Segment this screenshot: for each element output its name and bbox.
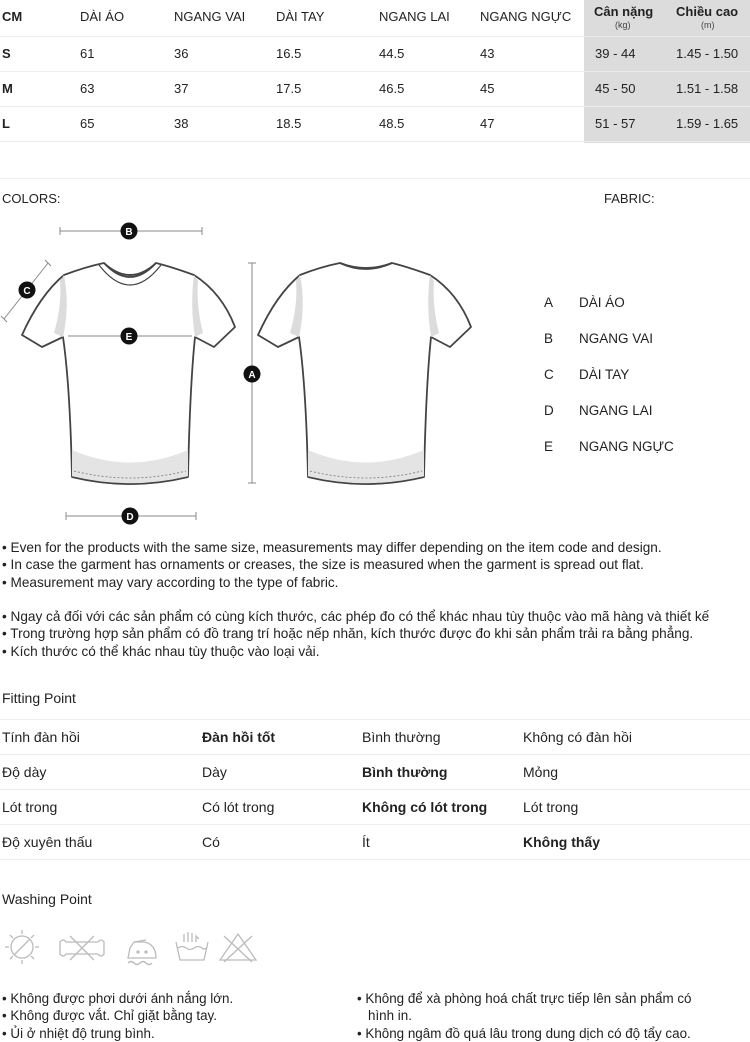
hand-wash-icon <box>176 932 208 960</box>
cell-height: 1.51 - 1.58 <box>676 81 739 96</box>
fitting-option-selected: Đàn hồi tốt <box>202 729 276 745</box>
washing-notes-right <box>357 990 692 1042</box>
fitting-option: Có lót trong <box>202 799 275 815</box>
section-divider <box>0 178 750 179</box>
svg-text:A: A <box>248 370 256 381</box>
legend-label: DÀI TAY <box>579 367 630 382</box>
legend-key: C <box>544 367 554 382</box>
fitting-option-selected: Bình thường <box>362 764 448 780</box>
fitting-label: Độ dày <box>2 764 47 780</box>
size-label: M <box>2 81 13 96</box>
legend-key: B <box>544 331 554 346</box>
fitting-option: Mỏng <box>523 764 559 780</box>
size-table-header <box>0 0 750 37</box>
marker-c <box>19 282 36 299</box>
cell-sleeve: 18.5 <box>276 116 302 131</box>
fitting-option: Ít <box>362 834 370 850</box>
header-weight-unit: (kg) <box>615 20 631 30</box>
legend-key: D <box>544 403 554 418</box>
size-label: L <box>2 116 10 131</box>
no-sun-dry-icon <box>5 930 39 964</box>
header-hem: NGANG LAI <box>379 9 450 24</box>
cell-weight: 51 - 57 <box>595 116 636 131</box>
note-line: • Even for the products with the same size, measurements may differ depending on the item code and design. <box>2 540 662 555</box>
marker-e <box>121 328 138 345</box>
fitting-option-selected: Không có lót trong <box>362 799 488 815</box>
cell-weight: 45 - 50 <box>595 81 636 96</box>
no-bleach-icon <box>220 934 256 962</box>
notes-english <box>2 539 662 591</box>
fitting-label: Tính đàn hồi <box>2 729 80 745</box>
marker-d <box>122 508 139 525</box>
cell-length: 63 <box>80 81 95 96</box>
washing-icons <box>0 928 260 968</box>
washing-note: • Không để xà phòng hoá chất trực tiếp lên sản phẩm có <box>357 991 692 1006</box>
header-height: Chiều cao <box>676 4 739 19</box>
svg-text:E: E <box>125 332 133 343</box>
washing-note: • Ủi ở nhiệt độ trung bình. <box>2 1025 155 1041</box>
fitting-option-selected: Không thấy <box>523 834 600 850</box>
no-wring-icon <box>60 936 104 960</box>
svg-text:C: C <box>23 286 31 297</box>
marker-a <box>244 366 261 383</box>
header-length: DÀI ÁO <box>80 9 125 24</box>
cell-sleeve: 16.5 <box>276 46 302 61</box>
shirt-front <box>22 263 235 484</box>
washing-note: hình in. <box>368 1008 412 1024</box>
header-chest: NGANG NGỰC <box>480 9 572 24</box>
washing-note: • Không được phơi dưới ánh nắng lớn. <box>2 991 234 1006</box>
fitting-point-title: Fitting Point <box>2 690 76 706</box>
fitting-option: Bình thường <box>362 729 441 745</box>
note-line: • Measurement may vary according to the type of fabric. <box>2 574 339 590</box>
cell-shoulder: 38 <box>174 116 189 131</box>
legend-label: NGANG NGỰC <box>579 439 674 454</box>
colors-label: COLORS: <box>2 191 61 206</box>
fitting-option: Lót trong <box>523 799 579 815</box>
header-height-unit: (m) <box>701 20 715 30</box>
legend-key: A <box>544 295 554 310</box>
fitting-row-lining <box>0 789 750 825</box>
marker-b <box>121 223 138 240</box>
size-row-m <box>0 71 750 107</box>
notes-vietnamese <box>2 608 709 660</box>
legend-label: NGANG VAI <box>579 331 654 346</box>
fitting-label: Độ xuyên thấu <box>2 834 93 850</box>
cell-hem: 48.5 <box>379 116 405 131</box>
washing-notes-left <box>2 990 233 1042</box>
cell-chest: 45 <box>480 81 495 96</box>
cell-height: 1.59 - 1.65 <box>676 116 739 131</box>
size-row-s <box>0 36 750 72</box>
tshirt-measurement-diagram <box>0 215 500 533</box>
fitting-row-transparency <box>0 824 750 860</box>
fitting-option: Dày <box>202 764 227 780</box>
size-row-l <box>0 106 750 142</box>
cell-chest: 43 <box>480 46 495 61</box>
fitting-row-elasticity <box>0 719 750 755</box>
note-line: • In case the garment has ornaments or creases, the size is measured when the garment is spread out flat. <box>2 557 644 573</box>
header-sleeve: DÀI TAY <box>276 9 325 24</box>
fitting-row-thickness <box>0 754 750 790</box>
legend-key: E <box>544 439 554 454</box>
svg-text:B: B <box>125 227 133 238</box>
note-line: • Kích thước có thể khác nhau tùy thuộc vào loại vải. <box>2 643 320 659</box>
fabric-label: FABRIC: <box>604 191 655 206</box>
note-line: • Ngay cả đối với các sản phẩm có cùng kích thước, các phép đo có thể khác nhau tùy thuộc vào mã hàng và thiết kế <box>2 609 710 624</box>
size-label: S <box>2 46 11 61</box>
cell-length: 61 <box>80 46 95 61</box>
washing-note: • Không ngâm đồ quá lâu trong dung dịch có độ tẩy cao. <box>357 1025 691 1041</box>
svg-text:D: D <box>126 512 134 523</box>
fitting-option: Không có đàn hồi <box>523 729 632 745</box>
cell-sleeve: 17.5 <box>276 81 302 96</box>
note-line: • Trong trường hợp sản phẩm có đồ trang trí hoặc nếp nhăn, kích thước được đo khi sản phẩm trải ra bằng phẳng. <box>2 626 694 642</box>
cell-hem: 46.5 <box>379 81 405 96</box>
washing-point-title: Washing Point <box>2 891 92 907</box>
fitting-label: Lót trong <box>2 799 58 815</box>
cell-shoulder: 37 <box>174 81 189 96</box>
shirt-back <box>258 263 471 484</box>
header-weight: Cân nặng <box>594 4 654 19</box>
fitting-option: Có <box>202 834 220 850</box>
cell-shoulder: 36 <box>174 46 189 61</box>
washing-note: • Không được vắt. Chỉ giặt bằng tay. <box>2 1008 217 1024</box>
cell-hem: 44.5 <box>379 46 405 61</box>
fitting-bottom-border <box>0 859 750 860</box>
cell-weight: 39 - 44 <box>595 46 636 61</box>
cell-height: 1.45 - 1.50 <box>676 46 739 61</box>
cell-chest: 47 <box>480 116 495 131</box>
cell-length: 65 <box>80 116 95 131</box>
header-shoulder: NGANG VAI <box>174 9 246 24</box>
legend-label: DÀI ÁO <box>579 295 625 310</box>
iron-medium-icon <box>128 940 156 965</box>
legend-label: NGANG LAI <box>579 403 653 418</box>
header-cm: CM <box>2 9 23 24</box>
